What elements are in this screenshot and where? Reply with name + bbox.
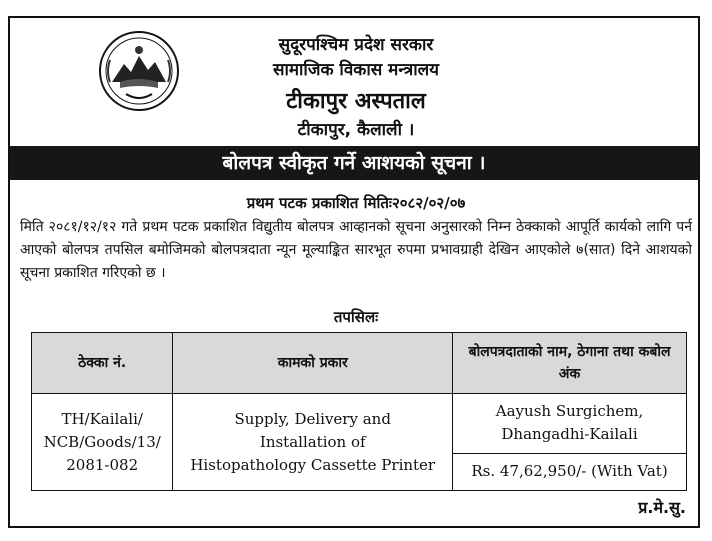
cell-work-type — [173, 394, 453, 491]
header-bidder: बोलपत्रदाताको नाम, ठेगाना तथा कबोल अंक — [453, 333, 687, 394]
header-contract-no: ठेक्का नं. — [32, 333, 173, 394]
notice-body-text: मिति २०८१/१२/१२ गते प्रथम पटक प्रकाशित विद्युतीय बोलपत्र आव्हानको सूचना अनुसारको निम्न ठेक्काको आपूर्ति कार्यको लागि पर्न आएको बोलपत्र तपसिल बमोजिमको बोलपत्रदाता न्यून मूल्याङ्कित सारभूत रुपमा प्रभावग्राही देखिन आएकोले ७(सात) दिने आशयको सूचना प्रकाशित गरिएको छ । — [20, 219, 692, 281]
cell-bidder — [453, 394, 687, 454]
hospital-name: टीकापुर अस्पताल — [286, 89, 426, 114]
cell-contract-no — [32, 394, 173, 491]
signature-abbreviation: प्र.मे.सु. — [638, 498, 686, 517]
publication-date: प्रथम पटक प्रकाशित मितिः२०८२/०२/०७ — [246, 194, 466, 212]
notice-title-banner: बोलपत्र स्वीकृत गर्ने आशयको सूचना । — [10, 146, 698, 180]
contract-no-line: TH/Kailali/ — [61, 409, 143, 428]
contract-no-line: 2081-082 — [66, 455, 139, 474]
province-government-title: सुदूरपश्चिम प्रदेश सरकार — [278, 35, 434, 55]
award-details-table — [31, 332, 687, 491]
header-work-type: कामको प्रकार — [173, 333, 453, 394]
hospital-location: टीकापुर, कैलाली । — [297, 120, 415, 140]
work-line: Histopathology Cassette Printer — [190, 455, 436, 474]
details-heading: तपसिलः — [333, 308, 379, 326]
cell-bid-amount: Rs. 47,62,950/- (With Vat) — [453, 453, 687, 490]
work-line: Installation of — [259, 432, 366, 451]
bidder-line: Aayush Surgichem, — [495, 402, 644, 421]
table-header-row — [32, 333, 687, 394]
table-row — [32, 394, 687, 454]
ministry-title: सामाजिक विकास मन्त्रालय — [272, 60, 440, 80]
work-line: Supply, Delivery and — [234, 409, 391, 428]
contract-no-line: NCB/Goods/13/ — [43, 432, 161, 451]
bidder-line: Dhangadhi-Kailali — [501, 425, 638, 444]
